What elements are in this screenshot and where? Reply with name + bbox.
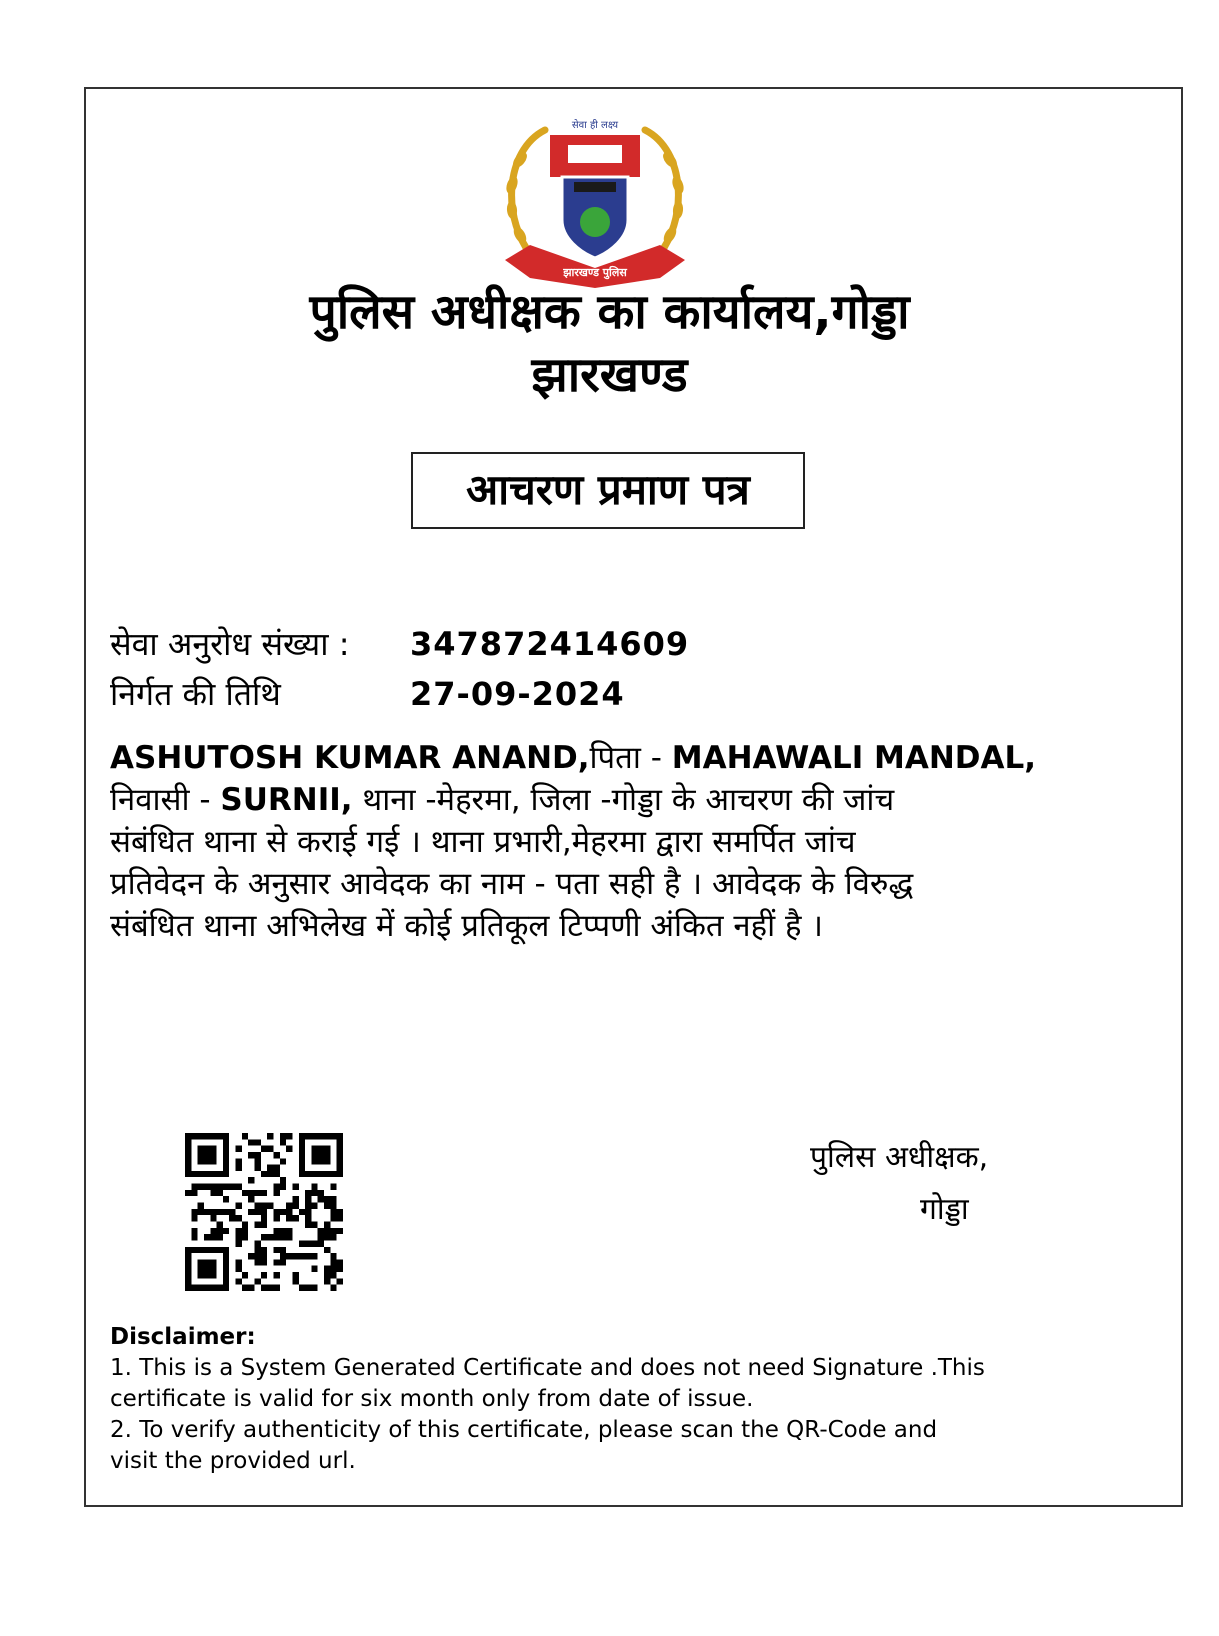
disclaimer bbox=[110, 1322, 1170, 1477]
qr-code bbox=[185, 1133, 343, 1291]
service-request-value: 347872414609 bbox=[410, 625, 690, 663]
body-line-3: संबंधित थाना से कराई गई । थाना प्रभारी,मेहरमा द्वारा समर्पित जांच bbox=[110, 824, 856, 860]
body-line-2-rest: थाना -मेहरमा, जिला -गोड्डा के आचरण की जांच bbox=[352, 782, 895, 818]
body-line-1 bbox=[110, 737, 1120, 779]
father-label: पिता - bbox=[589, 740, 672, 776]
issue-date-value: 27-09-2024 bbox=[410, 675, 625, 713]
office-state: झारखण्ड bbox=[531, 347, 688, 403]
village-name: SURNII, bbox=[220, 782, 353, 818]
certificate-title: आचरण प्रमाण पत्र bbox=[411, 452, 805, 529]
signatory-title: पुलिस अधीक्षक, bbox=[810, 1140, 989, 1175]
body-line-2 bbox=[110, 779, 1120, 821]
disclaimer-item-1a: 1. This is a System Generated Certificate and does not need Signature .This bbox=[110, 1355, 985, 1381]
disclaimer-item-2a: 2. To verify authenticity of this certificate, please scan the QR-Code and bbox=[110, 1417, 938, 1443]
emblem-banner-text: झारखण्ड पुलिस bbox=[563, 266, 627, 279]
disclaimer-heading: Disclaimer: bbox=[110, 1324, 256, 1350]
disclaimer-item-1b: certificate is valid for six month only from date of issue. bbox=[110, 1386, 754, 1412]
signatory-place: गोड्डा bbox=[920, 1192, 969, 1227]
emblem-map bbox=[580, 207, 610, 237]
issue-date-label: निर्गत की तिथि bbox=[110, 675, 281, 713]
office-title: पुलिस अधीक्षक का कार्यालय,गोड्डा bbox=[309, 284, 910, 340]
body-line-4: प्रतिवेदन के अनुसार आवेदक का नाम - पता सही है । आवेदक के विरुद्ध bbox=[110, 866, 914, 902]
emblem-motto: सेवा ही लक्ष्य bbox=[571, 120, 619, 131]
applicant-name: ASHUTOSH KUMAR ANAND, bbox=[110, 740, 590, 776]
resident-label: निवासी - bbox=[110, 782, 221, 818]
father-name: MAHAWALI MANDAL, bbox=[671, 740, 1037, 776]
disclaimer-item-2b: visit the provided url. bbox=[110, 1448, 356, 1474]
body-line-5: संबंधित थाना अभिलेख में कोई प्रतिकूल टिप्पणी अंकित नहीं है । bbox=[110, 908, 824, 944]
jharkhand-police-emblem bbox=[490, 110, 700, 295]
service-request-label: सेवा अनुरोध संख्या : bbox=[110, 625, 350, 663]
